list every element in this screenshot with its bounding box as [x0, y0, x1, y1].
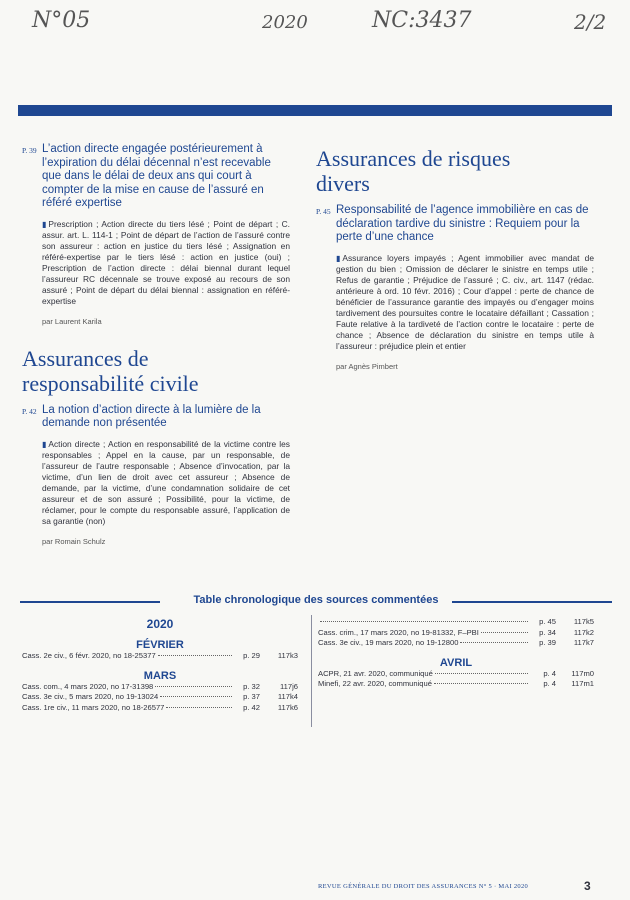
table-row: ACPR, 21 avr. 2020, communiqué p. 4 117m0: [318, 668, 594, 678]
handwritten-issue-number: N°05: [32, 8, 91, 33]
article-page-ref: P. 39: [22, 146, 37, 155]
table-row: Cass. 3e civ., 5 mars 2020, no 19-13024 p. 37 117k4: [22, 692, 298, 701]
handwritten-page-count: 2/2: [574, 10, 607, 34]
article-author: par Romain Schulz: [42, 536, 106, 546]
bullet-square-icon: ▮: [336, 253, 341, 263]
page-number: 3: [584, 879, 591, 893]
table-title: Table chronologique des sources commentées: [20, 594, 612, 606]
table-row: Cass. 2e civ., 6 févr. 2020, no 18-25377 p. 29 117k3: [22, 651, 298, 660]
article-keywords: ▮ Prescription ; Action directe du tiers lésé ; Point de départ ; C. assur. art. L. 114-1 ; Point de départ de l’action de l’assuré contre son assureur : action en justice du tiers lésé ; Assignation en référé-expertise par le tiers lésé : action en justice (oui) ; Prescription de l’action directe : délai biennal durant lequel l’assureur RC décennale se trouve exposé au recours de son assuré ; Point de départ du délai biennal : assignation en référé-expertise: [42, 218, 290, 306]
article-keywords: ▮ Assurance loyers impayés ; Agent immobilier avec mandat de gestion du bien ; Omission de déclarer le sinistre en temps utile ; Refus de garantie ; Préjudice de l’assuré ; C. civ., art. 1147 (rédac. antérieure à ord. 10 févr. 2016) ; Cour d’appel : perte de chance de bénéficier de l’assurance garantie des impayés ou d’engager moins tardivement des poursuites contre le locataire défaillant ; Cassation ; Faute relative à la tardiveté de l’action contre le locataire : perte de chance ; Absence de déclaration du sinistre en temps utile à l’assureur : préjudice plein et entier: [336, 252, 594, 351]
section-title-responsabilite-civile: Assurances de responsabilité civile: [22, 345, 199, 396]
table-row: Minefi, 22 avr. 2020, communiqué p. 4 117m1: [318, 679, 594, 688]
bullet-square-icon: ▮: [42, 219, 47, 229]
header-bar: [18, 105, 612, 116]
table-row: Cass. com., 4 mars 2020, no 17-31398 p. 32 117j6: [22, 681, 298, 691]
right-column: [316, 146, 594, 371]
left-column: [22, 143, 290, 546]
article-title: L’action directe engagée postérieurement à l’expiration du délai décennal n’est recevable que dans le délai de deux ans qui court à compter de la mise en cause de l’assuré en référé expertise: [42, 143, 271, 209]
table-row: Cass. crim., 17 mars 2020, no 19-81332, F–PBI p. 34 117k2: [318, 627, 594, 637]
table-left-column: [22, 617, 298, 713]
article-author: par Laurent Karila: [42, 316, 102, 326]
article-page-ref: P. 45: [316, 207, 331, 216]
article-author: par Agnès Pimbert: [336, 361, 398, 371]
article-p39: [22, 143, 290, 326]
handwritten-reference: NC:3437: [372, 8, 472, 33]
footer-journal-title: REVUE GÉNÉRALE DU DROIT DES ASSURANCES N° 5 · MAI 2020: [318, 883, 529, 890]
article-title: La notion d’action directe à la lumière de la demande non présentée: [42, 403, 261, 429]
table-row: p. 45 117k5: [318, 617, 594, 628]
article-p45: [316, 204, 594, 371]
table-row: Cass. 1re civ., 11 mars 2020, no 18-26577 p. 42 117k6: [22, 702, 298, 712]
article-keywords: ▮ Action directe ; Action en responsabilité de la victime contre les responsables ; Appel en la cause, par un responsable, de l’assureur de l’autre responsable ; Absence d’invocation, par la victime, d’un lien de droit avec cet assureur ; Absence de demande, par la victime, d’une condamnation solidaire de cet assureur et de son assuré ; Possibilité, pour la victime, de réclamer, pour le compte du responsable assuré, l’application de sa garantie (non): [42, 438, 290, 526]
table-month: AVRIL: [439, 656, 473, 669]
table-year: 2020: [146, 617, 174, 631]
article-p42: [22, 404, 290, 546]
table-month: MARS: [143, 669, 177, 682]
table-month: FÉVRIER: [136, 639, 184, 651]
article-title: Responsabilité de l’agence immobilière en cas de déclaration tardive du sinistre : Requiem pour la perte d’une chance: [336, 204, 589, 243]
table-column-divider: [311, 615, 312, 727]
bullet-square-icon: ▮: [42, 439, 47, 449]
section-title-risques-divers: Assurances de risques divers: [316, 146, 511, 196]
table-row: Cass. 3e civ., 19 mars 2020, no 19-12800 p. 39 117k7: [318, 638, 594, 647]
table-right-column: [318, 617, 594, 690]
article-page-ref: P. 42: [22, 406, 37, 416]
handwritten-year: 2020: [262, 12, 308, 33]
